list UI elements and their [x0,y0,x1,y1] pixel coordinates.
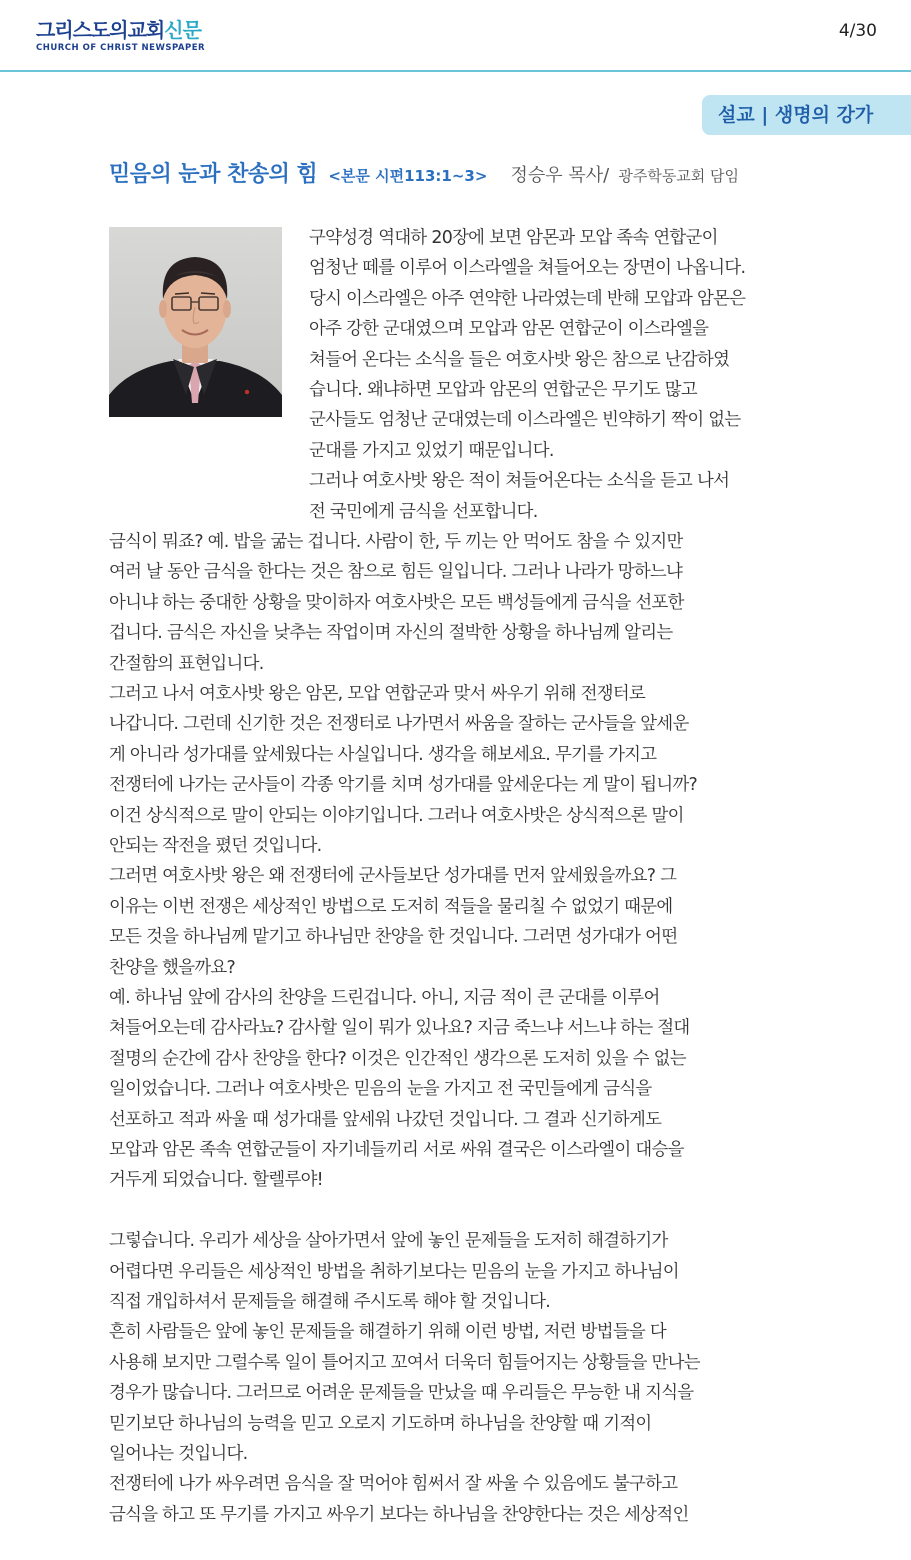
paragraph-line: 금식이 뭐죠? 예. 밥을 굶는 겁니다. 사람이 한, 두 끼는 안 먹어도 참을 수 있지만 [109,532,683,552]
paragraph-line: 금식을 하고 또 무기를 가지고 싸우기 보다는 하나님을 찬양한다는 것은 세상적인 [109,1504,689,1525]
paragraph-line: 선포하고 적과 싸울 때 성가대를 앞세워 나갔던 것입니다. 그 결과 신기하게도 [109,1109,662,1130]
paragraph-line: 구약성경 역대하 20장에 보면 암몬과 모압 족속 연합군이 [309,228,718,248]
paragraph-line: 찬양을 했을까요? [109,957,236,978]
paragraph-line: 그러고 나서 여호사밧 왕은 암몬, 모압 연합군과 맞서 싸우기 위해 전쟁터로 [109,684,646,704]
paragraph-line: 쳐들어오는데 감사라뇨? 감사할 일이 뭐가 있나요? 지금 죽느냐 서느냐 하는 절대 [109,1018,690,1039]
paragraph-line: 당시 이스라엘은 아주 연약한 나라였는데 반해 모압과 암몬은 [309,288,746,309]
page-number: 4/30 [838,21,877,41]
paragraph-line: 간절함의 표현입니다. [109,653,264,674]
author-name: 정승우 목사/ [510,165,610,186]
paragraph-line: 거두게 되었습니다. 할렐루야! [109,1170,323,1191]
paragraph-line: 모든 것을 하나님께 맡기고 하나님만 찬양을 한 것입니다. 그러면 성가대가 어떤 [109,927,678,948]
article-title: 믿음의 눈과 찬송의 힘 [109,162,318,187]
paragraph-line: 군사들도 엄청난 군대였는데 이스라엘은 빈약하기 짝이 없는 [309,410,741,431]
paragraph-line: 이유는 이번 전쟁은 세상적인 방법으로 도저히 적들을 물리칠 수 없었기 때문에 [109,896,673,917]
paragraph-line: 전 국민에게 금식을 선포합니다. [309,501,538,522]
masthead [0,0,911,72]
paragraph-line: 게 아니라 성가대를 앞세웠다는 사실입니다. 생각을 해보세요. 무기를 가지고 [109,744,657,765]
paragraph-line: 경우가 많습니다. 그러므로 어려운 문제들을 만났을 때 우리들은 무능한 내 지식을 [109,1383,694,1404]
paragraph-line: 그러나 여호사밧 왕은 적이 쳐들어온다는 소식을 듣고 나서 [309,471,730,492]
logo-subtitle: CHURCH OF CHRIST NEWSPAPER [36,43,206,53]
logo-title [36,19,205,41]
paragraph-line: 일이었습니다. 그러나 여호사밧은 믿음의 눈을 가지고 전 국민들에게 금식을 [109,1079,652,1100]
paragraph-line: 전쟁터에 나가 싸우려면 음식을 잘 먹어야 힘써서 잘 싸울 수 있음에도 불구하고 [109,1474,678,1495]
paragraph-line: 그러면 여호사밧 왕은 왜 전쟁터에 군사들보단 성가대를 먼저 앞세웠을까요? 그 [109,866,677,887]
paragraph-line: 전쟁터에 나가는 군사들이 각종 악기를 치며 성가대를 앞세운다는 게 말이 됩니까? [109,775,698,796]
author-church: 광주학동교회 담임 [618,167,740,185]
paragraph-line: 믿기보단 하나님의 능력을 믿고 오로지 기도하며 하나님을 찬양할 때 기적이 [109,1413,652,1434]
paragraph-line: 나갑니다. 그런데 신기한 것은 전쟁터로 나가면서 싸움을 잘하는 군사들을 앞세운 [109,714,689,735]
paragraph-line: 엄청난 떼를 이루어 이스라엘을 쳐들어오는 장면이 나옵니다. [309,258,746,279]
paragraph-line: 흔히 사람들은 앞에 놓인 문제들을 해결하기 위해 이런 방법, 저런 방법들을 다 [109,1322,667,1343]
paragraph-line: 일어나는 것입니다. [109,1444,248,1464]
paragraph-line: 절명의 순간에 감사 찬양을 한다? 이것은 인간적인 생각으론 도저히 있을 수 없는 [109,1048,686,1069]
paragraph-line: 이건 상식적으로 말이 안되는 이야기입니다. 그러나 여호사밧은 상식적으론 말이 [109,805,684,826]
paragraph-line: 안되는 작전을 폈던 것입니다. [109,836,322,856]
scripture-reference: <본문 시편113:1~3> [328,167,488,185]
paragraph-line: 아니냐 하는 중대한 상황을 맞이하자 여호사밧은 모든 백성들에게 금식을 선포한 [109,592,684,613]
paragraph-line: 직접 개입하셔서 문제들을 해결해 주시도록 해야 할 것입니다. [109,1292,551,1312]
paragraph-line: 어렵다면 우리들은 세상적인 방법을 취하기보다는 믿음의 눈을 가지고 하나님이 [109,1261,679,1282]
paragraph-line: 아주 강한 군대였으며 모압과 암몬 연합군이 이스라엘을 [309,319,709,340]
paragraph-line: 예. 하나님 앞에 감사의 찬양을 드린겁니다. 아니, 지금 적이 큰 군대를 이루어 [109,988,660,1008]
article-header [109,160,739,191]
author-photo [109,227,282,417]
paragraph-line: 군대를 가지고 있었기 때문입니다. [309,440,554,461]
paragraph-line: 겁니다. 금식은 자신을 낮추는 작업이며 자신의 절박한 상황을 하나님께 알리는 [109,623,673,644]
paragraph-line: 그렇습니다. 우리가 세상을 살아가면서 앞에 놓인 문제들을 도저히 해결하기가 [109,1231,668,1252]
section-tab: 설교 | 생명의 강가 [702,95,911,135]
logo-title-main: 그리스도의교회 [36,18,165,42]
paragraph-line: 쳐들어 온다는 소식을 들은 여호사밧 왕은 참으로 난감하였 [309,349,730,370]
paragraph-line: 모압과 암몬 족속 연합군들이 자기네들끼리 서로 싸워 결국은 이스라엘이 대승을 [109,1140,684,1160]
paragraph-line: 습니다. 왜냐하면 모압과 암몬의 연합군은 무기도 많고 [309,380,697,400]
logo-title-accent: 신문 [164,18,201,42]
paragraph-line: 여러 날 동안 금식을 한다는 것은 참으로 힘든 일입니다. 그러나 나라가 망하느냐 [109,562,683,583]
newspaper-logo[interactable] [36,19,205,54]
paragraph-line: 사용해 보지만 그럴수록 일이 틀어지고 꼬여서 더욱더 힘들어지는 상황들을 만나는 [109,1352,700,1373]
